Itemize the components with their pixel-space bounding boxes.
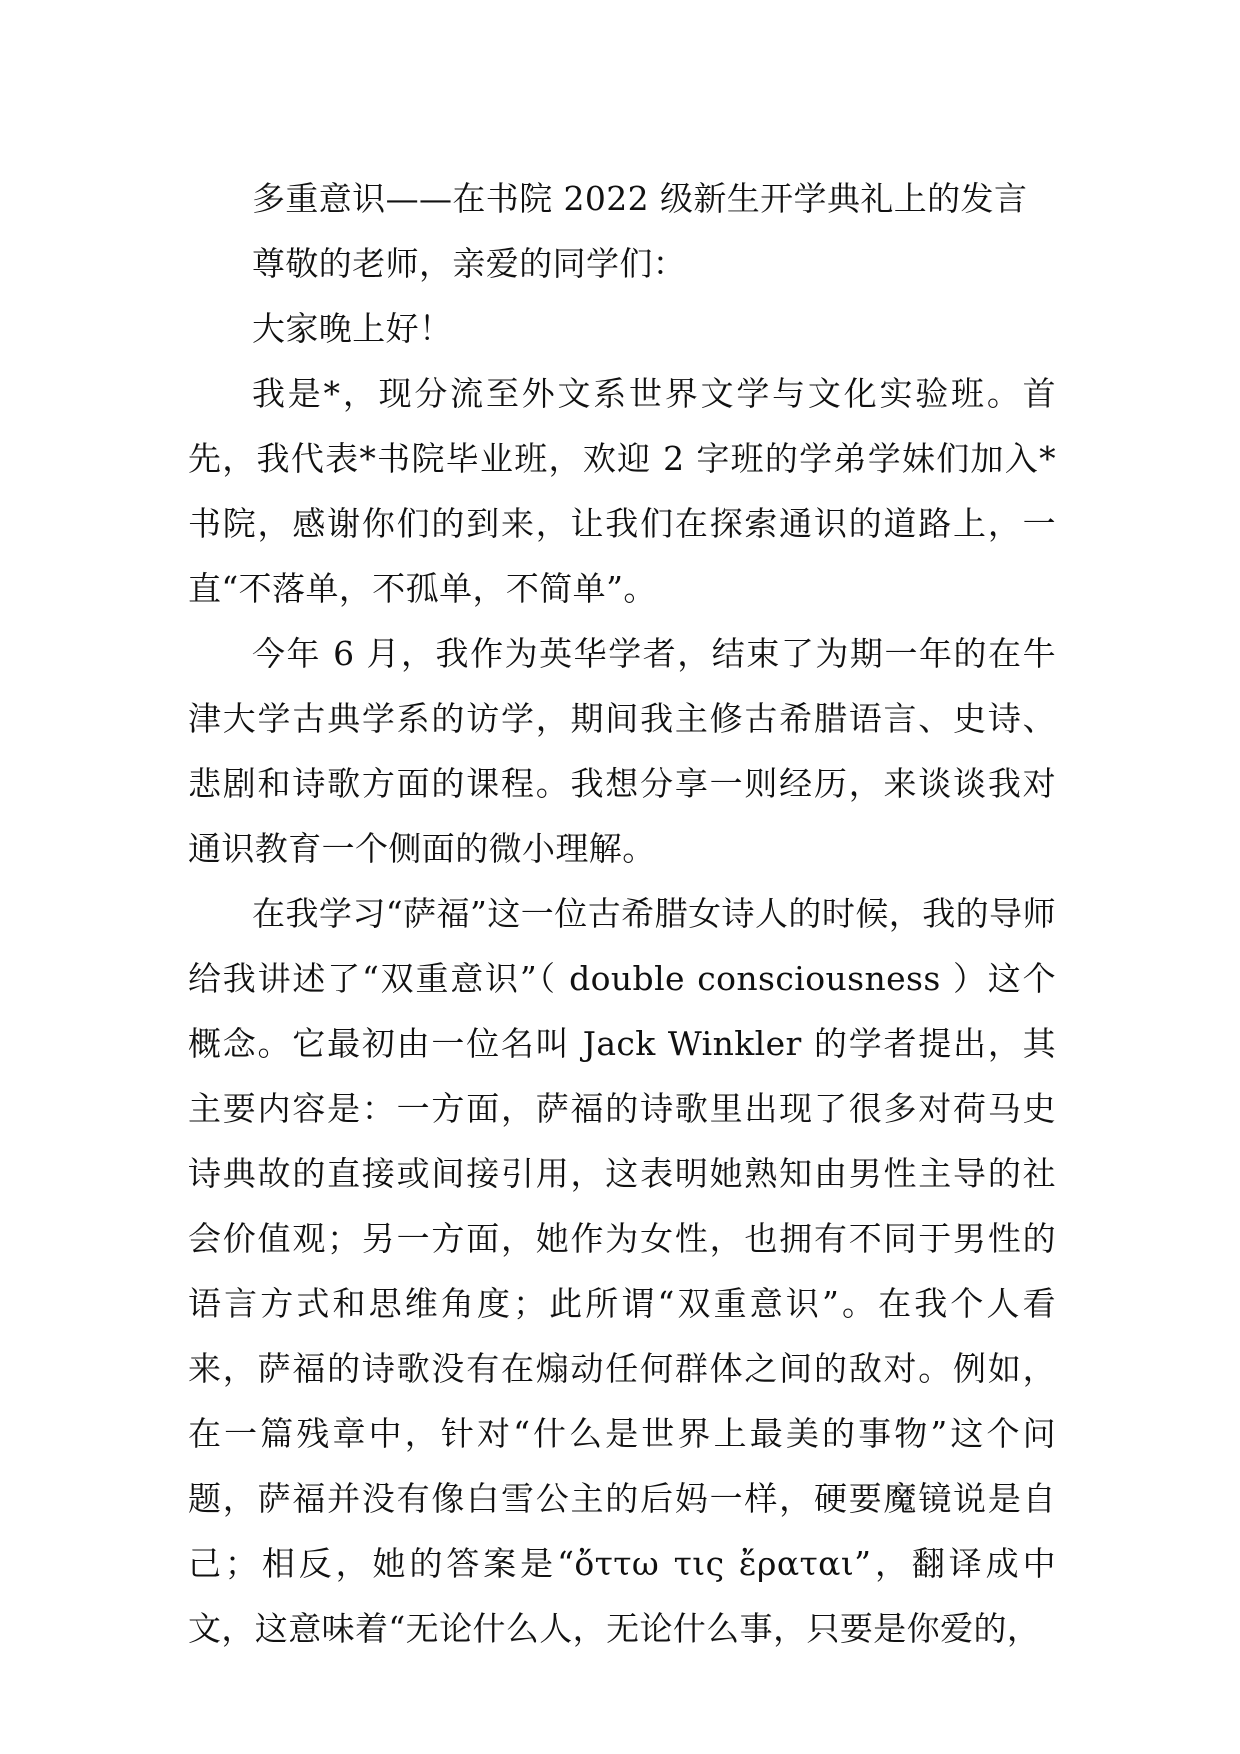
paragraph-sappho: 在我学习“萨福”这一位古希腊女诗人的时候，我的导师给我讲述了“双重意识”（ double consciousness ）这个概念。它最初由一位名叫 Jack Winkler 的学者提出，其主要内容是：一方面，萨福的诗歌里出现了很多对荷马史诗典故的直接或间接引用，这表明她熟知由男性主导的社会价值观；另一方面，她作为女性，也拥有不同于男性的语言方式和思维角度；此所谓“双重意识”。在我个人看来，萨福的诗歌没有在煽动任何群体之间的敌对。例如，在一篇残章中，针对“什么是世界上最美的事物”这个问题，萨福并没有像白雪公主的后妈一样，硬要魔镜说是自己；相反，她的答案是“ὄττω τις ἔραται”，翻译成中文，这意味着“无论什么人，无论什么事，只要是你爱的， (188, 894, 1056, 1648)
paragraph-oxford-visit: 今年 6 月，我作为英华学者，结束了为期一年的在牛津大学古典学系的访学，期间我主修古希腊语言、史诗、悲剧和诗歌方面的课程。我想分享一则经历，来谈谈我对通识教育一个侧面的微小理解。 (188, 634, 1056, 868)
greeting: 大家晚上好！ (252, 309, 453, 348)
salutation: 尊敬的老师，亲爱的同学们： (252, 244, 687, 283)
paragraph-introduction: 我是*，现分流至外文系世界文学与文化实验班。首先，我代表*书院毕业班，欢迎 2 字班的学弟学妹们加入*书院，感谢你们的到来，让我们在探索通识的道路上，一直“不落单，不孤单，不简单”。 (188, 374, 1056, 608)
speech-title: 多重意识——在书院 2022 级新生开学典礼上的发言 (252, 179, 1028, 218)
speech-body (188, 166, 1056, 1661)
